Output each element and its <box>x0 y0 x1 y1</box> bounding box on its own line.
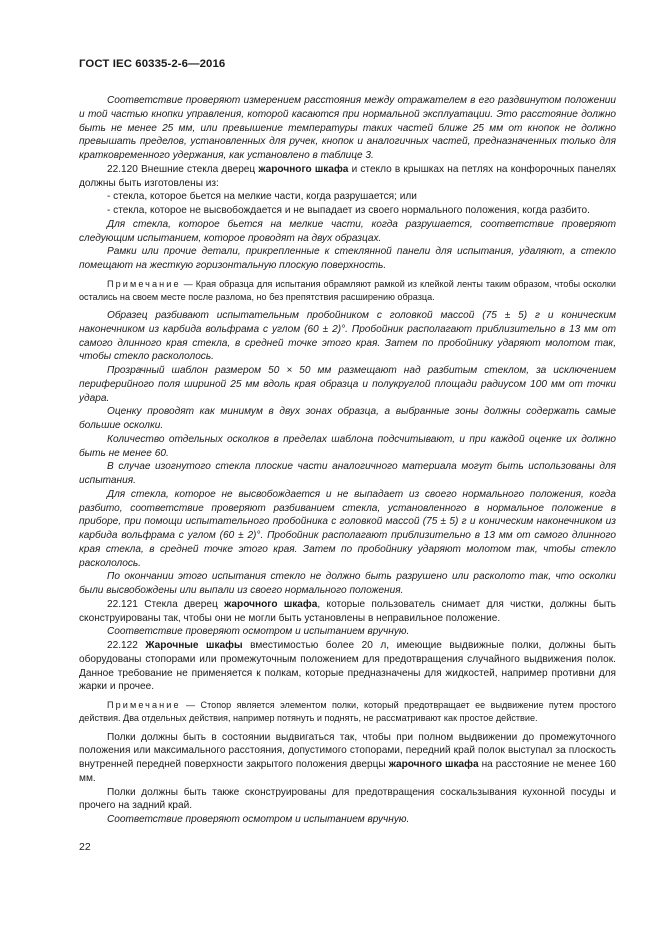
document-body <box>79 94 616 827</box>
paragraph-punch-test: Образец разбивают испытательным пробойником с головкой массой (75 ± 5) г и коническим наконечником из карбида вольфрама с углом (60 ± 2)°. Пробойник располагают приблизительно в 13 мм от самого длинного края стекла, в средней точке этого края. Затем по пробойнику ударяют молотом так, чтобы стекло раскололось. <box>79 310 616 363</box>
term-oven: жарочного шкафа <box>224 598 318 610</box>
note-label: Примечание <box>107 700 181 711</box>
paragraph-assessment: Оценку проводят как минимум в двух зонах образца, а выбранные зоны должны содержать самые большие осколки. <box>79 406 616 432</box>
term-oven: жарочного шкафа <box>388 759 479 771</box>
paragraph-shelf-design: Полки должны быть также сконструированы для предотвращения соскальзывания кухонной посуды и прочего на задний край. <box>79 786 616 812</box>
paragraph-non-detaching-glass: Для стекла, которое не высвобождается и не выпадает из своего нормального положения, когда разбито, соответствие проверяют разбиванием стекла, установленного в нормальное положение в приборе, при помощи испытательного пробойника с головкой массой (75 ± 5) г и коническим наконечником из карбида вольфрама с углом (60 ± 2)°. Пробойник располагают приблизительно в 13 мм от самого длинного края стекла, в средней точке этого края. Затем по пробойнику ударяют молотом так, чтобы стекло раскололось. <box>79 488 616 569</box>
paragraph-test-method: Для стекла, которое бьется на мелкие части, когда разрушается, соответствие проверяют следующим испытанием, которое проводят на двух образцах. <box>79 218 616 244</box>
paragraph-template: Прозрачный шаблон размером 50 × 50 мм размещают над разбитым стеклом, за исключением периферийного поля шириной 25 мм вдоль края образца и полукруглой площади радиусом 100 мм от точки удара. <box>79 365 616 404</box>
paragraph-shelf-extension: Полки должны быть в состоянии выдвигаться так, чтобы при полном выдвижении до промежуточного положения или максимального расстояния, допустимого стопорами, передний край полок выступал за плоскость внутренней передней поверхности закрытого положения дверцы жарочного шкафа на расстояние не менее 160 мм. <box>79 731 616 784</box>
term-ovens: Жарочные шкафы <box>137 640 243 652</box>
paragraph-test-end: По окончании этого испытания стекло не должно быть разрушено или расколото так, что осколки были высвобождены или выпали из своего нормального положения. <box>79 571 616 597</box>
clause-number: 22.122 <box>107 640 138 652</box>
page-number: 22 <box>79 841 91 853</box>
paragraph-curved-glass: В случае изогнутого стекла плоские части аналогичного материала могут быть использованы для испытания. <box>79 461 616 487</box>
paragraph-fragment-count: Количество отдельных осколков в пределах шаблона подсчитывают, и при каждой оценке их должно быть не менее 60. <box>79 433 616 459</box>
paragraph-compliance-distance: Соответствие проверяют измерением расстояния между отражателем в его раздвинутом положении и той частью кнопки управления, которой касаются при нормальной эксплуатации. Это расстояние должно быть не менее 25 мм, или превышение температуры таких частей ближе 25 мм от кнопок не должно превышать пределов, установленных для ручек, кнопок и аналогичных частей, предназначенных только для кратковременного удержания, как установлено в таблице 3. <box>79 95 616 161</box>
clause-22-122: 22.122 Жарочные шкафы вместимостью более 20 л, имеющие выдвижные полки, должны быть оборудованы стопорами или промежуточным положением для предотвращения случайного выдвижения полок. Данное требование не применяется к полкам, которые предназначены для жидкостей, например противни для жарки и прочее. <box>79 640 616 693</box>
list-item: - стекла, которое не высвобождается и не выпадает из своего нормального положения, когда разбито. <box>107 205 590 216</box>
clause-22-121: 22.121 Стекла дверец жарочного шкафа, которые пользователь снимает для чистки, должны быть сконструированы так, чтобы они не могли быть установлены в неправильное положение. <box>79 598 616 624</box>
document-header: ГОСТ IEC 60335-2-6—2016 <box>79 58 226 70</box>
clause-number: 22.120 <box>107 163 138 175</box>
clause-22-120: 22.120 Внешние стекла дверец жарочного шкафа и стекло в крышках на петлях на конфорочных панелях должны быть изготовлены из: <box>79 163 616 189</box>
note-label: Примечание <box>107 278 181 289</box>
note-1: Примечание — Края образца для испытания обрамляют рамкой из клейкой ленты таким образом, чтобы осколки остались на своем месте после разлома, но без препятствия расширению образца. <box>79 278 616 302</box>
list-item: - стекла, которое бьется на мелкие части, когда разрушается; или <box>107 191 417 203</box>
term-oven: жарочного шкафа <box>258 163 349 175</box>
paragraph-compliance-inspection-final: Соответствие проверяют осмотром и испытанием вручную. <box>107 814 410 826</box>
clause-number: 22.121 <box>107 598 138 610</box>
paragraph-frame-removal: Рамки или прочие детали, прикрепленные к стеклянной панели для испытания, удаляют, а стекло помещают на жесткую горизонтальную плоскую поверхность. <box>79 246 616 271</box>
note-2: Примечание — Стопор является элементом полки, который предотвращает ее выдвижение путем простого действия. Два отдельных действия, например потянуть и поднять, не рассматривают как простое действие. <box>79 700 616 724</box>
paragraph-compliance-inspection: Соответствие проверяют осмотром и испытанием вручную. <box>107 626 410 638</box>
